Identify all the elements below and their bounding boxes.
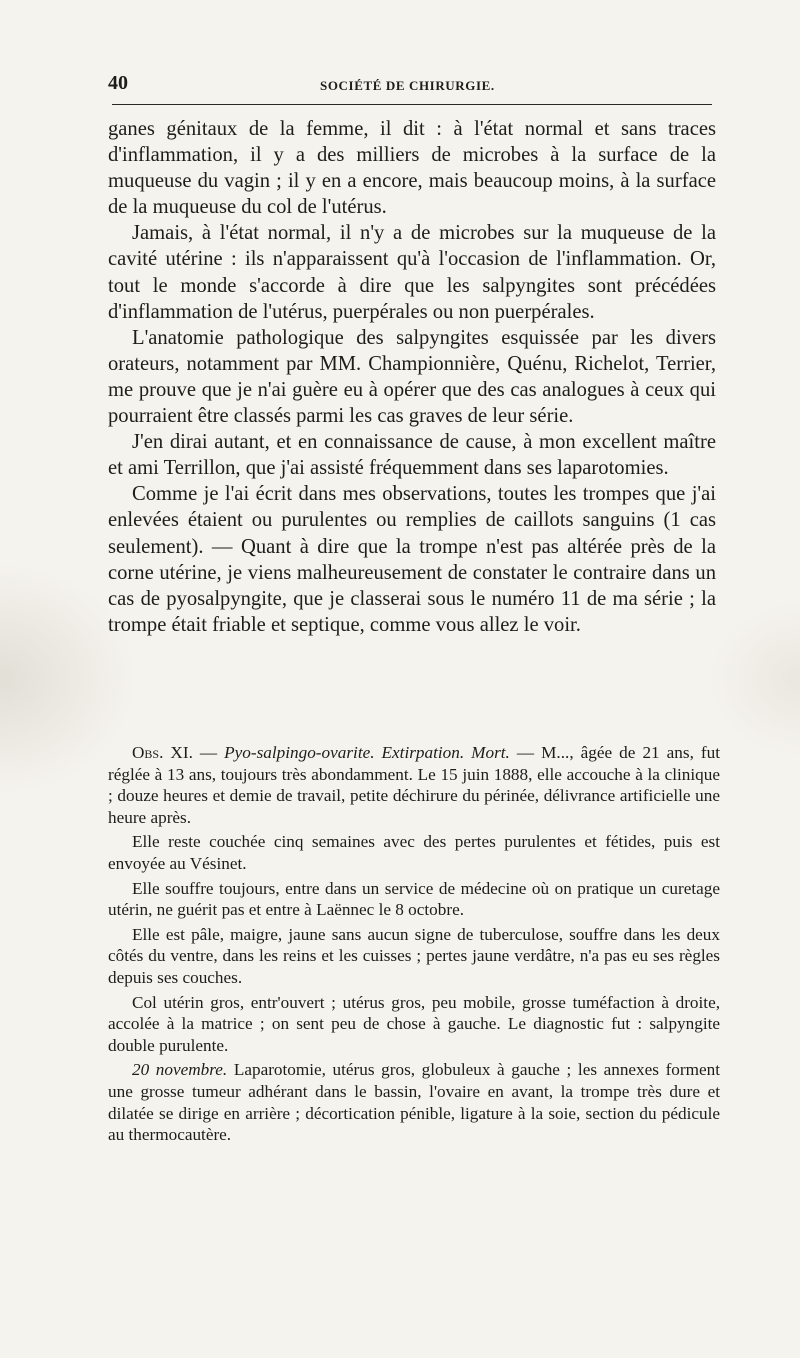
observation-title: Pyo-salpingo-ovarite. Extirpation. Mort. (224, 743, 510, 762)
observation-date: 20 novembre. (132, 1060, 228, 1080)
page-header (108, 72, 712, 100)
observation-dash-1: — (192, 743, 225, 762)
running-head: SOCIÉTÉ DE CHIRURGIE. (320, 78, 495, 93)
header-rule (112, 104, 712, 105)
paragraph-4: J'en dirai autant, et en connaissance de cause, à mon excellent maître et ami Terrillon, que j'ai assisté fréquemment dans ses laparotomies. (108, 431, 716, 480)
paragraph-3: L'anatomie pathologique des salpyngites esquissée par les divers orateurs, notamment par MM. Championnière, Quénu, Richelot, Terrier, me prouve que je n'ai guère eu à opérer que des cas analogues à ceux qui pourraient être classés parmi les cas graves de leur série. (108, 326, 716, 428)
observation-paragraph-5: Col utérin gros, entr'ouvert ; utérus gros, peu mobile, grosse tuméfaction à droite, accolée à la matrice ; on sent peu de chose à gauche. Le diagnostic fut : salpyngite double purulente. (108, 992, 720, 1055)
paragraph-5: Comme je l'ai écrit dans mes observations, toutes les trompes que j'ai enlevées étaient ou purulentes ou remplies de caillots sanguins (1 cas seulement). — Quant à dire que la trompe n'est pas altérée près de la corne utérine, je viens malheureusement de constater le contraire dans un cas de pyosalpyngite, que je classerai sous le numéro 11 de ma série ; la trompe était friable et septique, comme vous allez le voir. (108, 483, 716, 636)
observation-paragraph-4: Elle est pâle, maigre, jaune sans aucun signe de tuberculose, souffre dans les deux côtés du ventre, dans les reins et les cuisses ; pertes jaune verdâtre, n'a pas eu ses règles depuis ses couches. (108, 924, 720, 987)
observation-dash-2: — (509, 743, 542, 762)
observation-paragraph-3: Elle souffre toujours, entre dans un service de médecine où on pratique un curetage utérin, ne guérit pas et entre à Laënnec le 8 octobre. (108, 878, 720, 920)
observation-paragraph-6 (108, 1059, 720, 1145)
body-text (108, 116, 716, 638)
paragraph-2: Jamais, à l'état normal, il n'y a de microbes sur la muqueuse de la cavité utérine : ils n'apparaissent qu'à l'occasion de l'inflammation. Or, tout le monde s'accorde à dire que les salpyngites sont précédées d'inflammation de l'utérus, puerpérales ou non puerpérales. (108, 222, 716, 323)
observation-section (108, 742, 720, 1149)
observation-label: Obs. XI. (132, 743, 193, 762)
page-number: 40 (108, 72, 128, 94)
observation-paragraph-2: Elle reste couchée cinq semaines avec des pertes purulentes et fétides, puis est envoyée au Vésinet. (108, 832, 720, 873)
paragraph-1: ganes génitaux de la femme, il dit : à l'état normal et sans traces d'inflammation, il y a des milliers de microbes à la surface de la muqueuse du vagin ; il y en a encore, mais beaucoup moins, à la surface de la muqueuse du col de l'utérus. (108, 118, 716, 219)
observation-text-6: Laparotomie, utérus gros, globuleux à gauche ; les annexes forment une grosse tumeur adhérant dans le bassin, l'ovaire en avant, la trompe très dure et dilatée se dirige en arrière ; décortication pénible, ligature à la soie, section du pédicule au thermocautère. (108, 1060, 720, 1145)
observation-text-1: M..., âgée de 21 ans, fut réglée à 13 ans, toujours très abondamment. Le 15 juin 1888, elle accouche à la clinique ; douze heures et demie de travail, petite déchirure du périnée, délivrance artificielle une heure après. (108, 743, 721, 827)
observation-paragraph-1 (108, 742, 720, 828)
